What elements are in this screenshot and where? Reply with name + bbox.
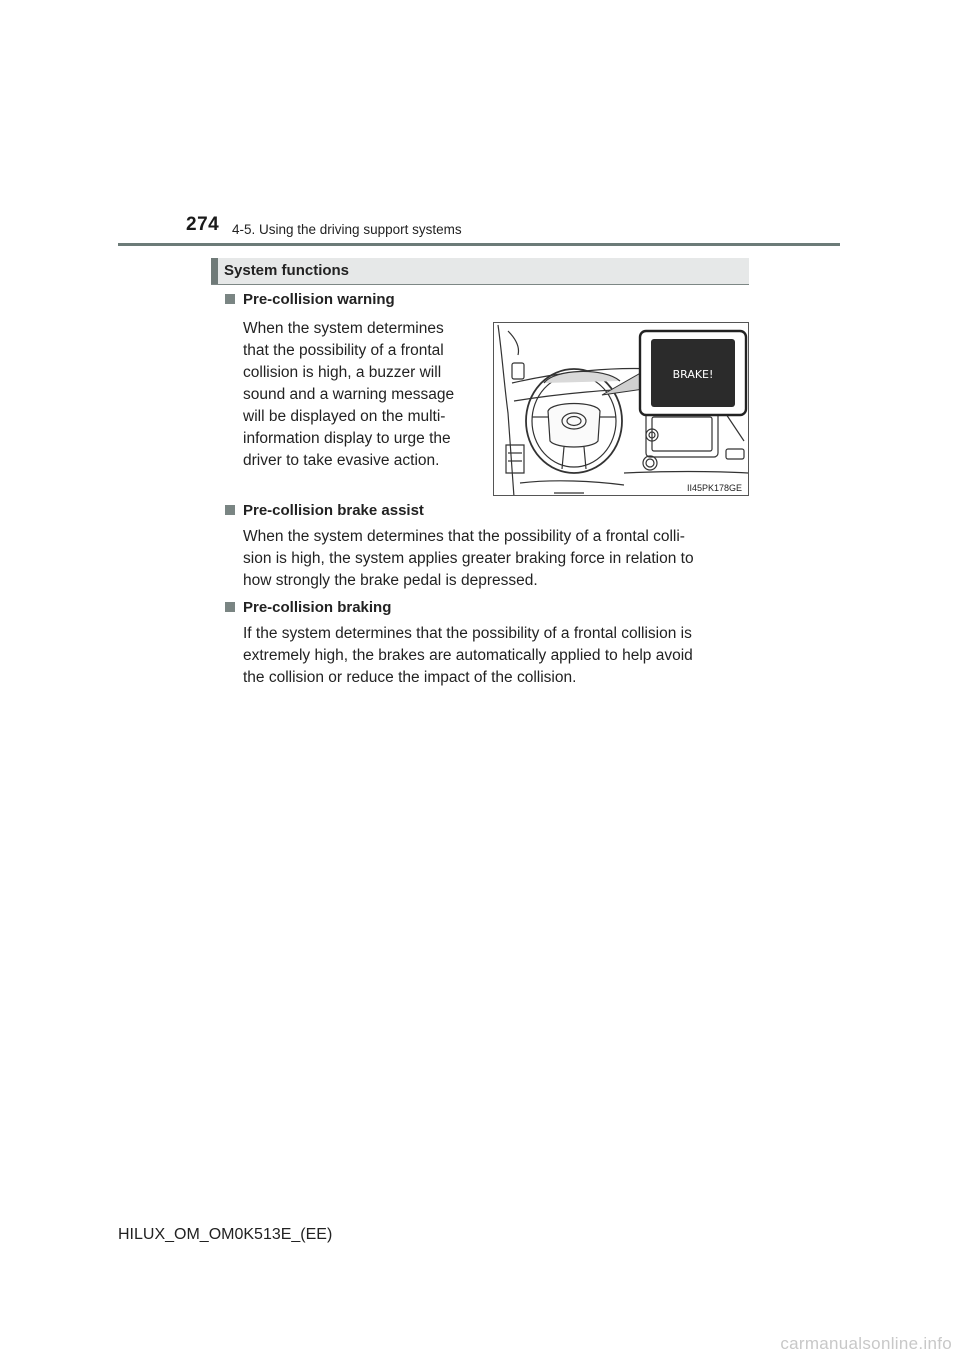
text-line: sound and a warning message (243, 386, 455, 403)
item-body-pre-collision-braking (243, 623, 745, 689)
section-title: 4-5. Using the driving support systems (232, 222, 462, 237)
dashboard-drawing (494, 323, 749, 496)
item-heading-pre-collision-braking: Pre-collision braking (225, 599, 391, 616)
section-bar (211, 258, 749, 285)
item-body-pre-collision-warning (243, 318, 480, 472)
text-line: how strongly the brake pedal is depressed. (243, 572, 538, 589)
item-heading-pre-collision-brake-assist: Pre-collision brake assist (225, 502, 424, 519)
dashboard-illustration (493, 322, 749, 496)
item-heading-pre-collision-warning: Pre-collision warning (225, 291, 395, 308)
section-bar-title: System functions (224, 262, 350, 279)
text-line: When the system determines that the possibility of a frontal colli- (243, 528, 685, 545)
header-rule (118, 243, 840, 246)
display-warning-message: BRAKE! (672, 368, 714, 381)
page-number: 274 (186, 214, 220, 235)
bullet-square-icon (225, 602, 235, 612)
text-line: the collision or reduce the impact of the collision. (243, 669, 577, 686)
text-line: When the system determines (243, 320, 444, 337)
bullet-square-icon (225, 505, 235, 515)
text-line: collision is high, a buzzer will (243, 364, 442, 381)
text-line: that the possibility of a frontal (243, 342, 444, 359)
text-line: extremely high, the brakes are automatically applied to help avoid (243, 647, 693, 664)
text-line: sion is high, the system applies greater braking force in relation to (243, 550, 694, 567)
figure-code: II45PK178GE (686, 483, 742, 493)
footer-doc-id: HILUX_OM_OM0K513E_(EE) (118, 1226, 333, 1243)
section-bar-accent (211, 258, 218, 284)
text-line: information display to urge the (243, 430, 451, 447)
bullet-square-icon (225, 294, 235, 304)
text-line: If the system determines that the possibility of a frontal collision is (243, 625, 692, 642)
text-line: driver to take evasive action. (243, 452, 440, 469)
watermark: carmanualsonline.info (780, 1334, 952, 1353)
item-body-pre-collision-brake-assist (243, 526, 745, 592)
text-line: will be displayed on the multi- (243, 408, 446, 425)
